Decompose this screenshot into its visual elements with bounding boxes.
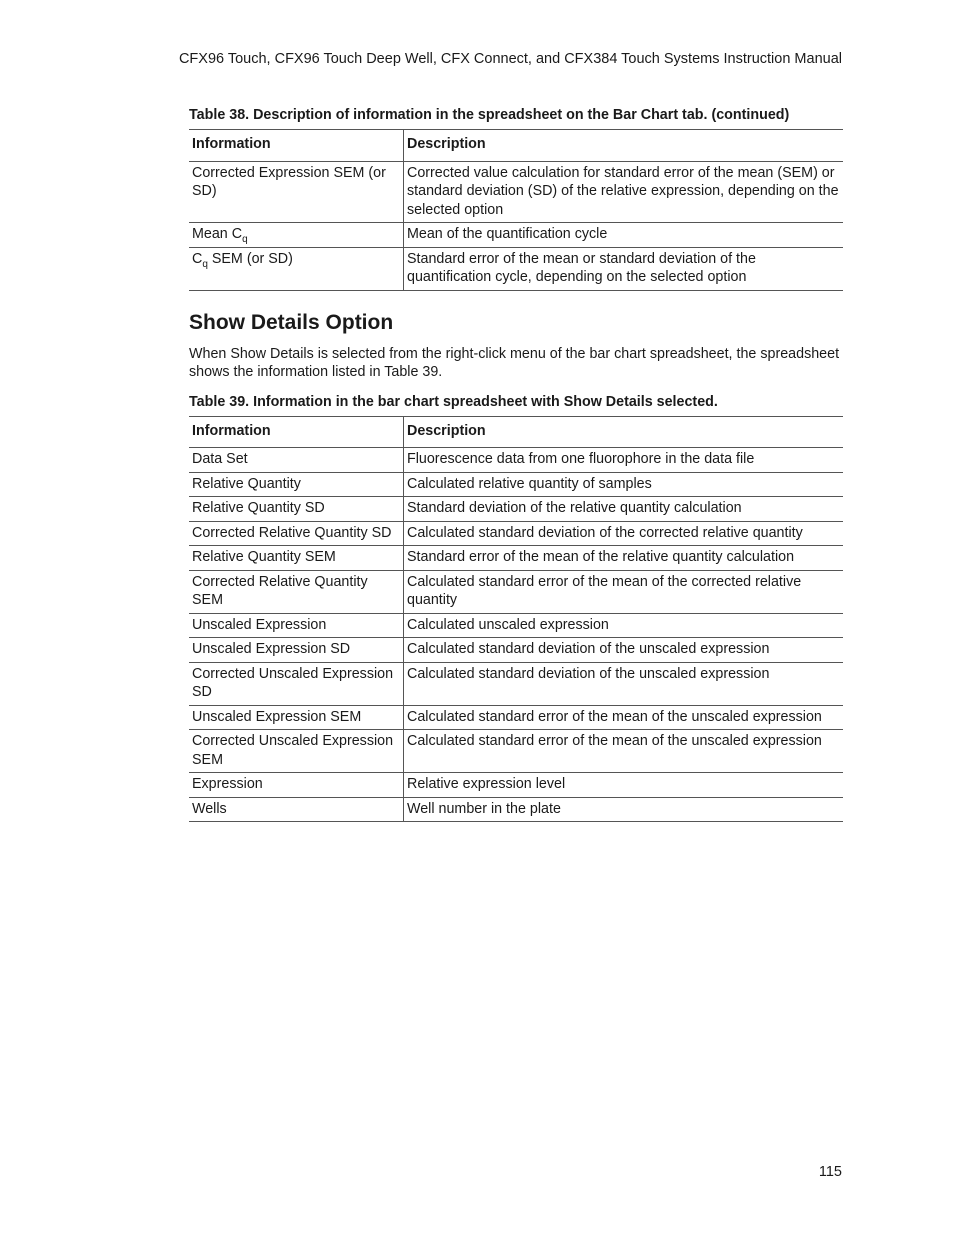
table39-cell-description: Calculated standard error of the mean of the corrected relative quantity (404, 570, 844, 613)
table39-cell-information: Unscaled Expression SD (189, 638, 404, 663)
info-subscript: q (242, 234, 248, 245)
table39-cell-description: Calculated standard deviation of the unscaled expression (404, 638, 844, 663)
table39-cell-information: Relative Quantity (189, 472, 404, 497)
table-row (189, 705, 843, 730)
table38-header-row (189, 130, 843, 162)
table-row (189, 448, 843, 473)
table38-cell-description: Mean of the quantification cycle (404, 223, 844, 248)
table39-cell-description: Standard error of the mean of the relative quantity calculation (404, 546, 844, 571)
table39-cell-information: Expression (189, 773, 404, 798)
table39-cell-description: Well number in the plate (404, 797, 844, 822)
table39-cell-description: Calculated standard deviation of the corrected relative quantity (404, 521, 844, 546)
table39-cell-information: Relative Quantity SD (189, 497, 404, 522)
table-row (189, 472, 843, 497)
table39-cell-information: Wells (189, 797, 404, 822)
info-text: Mean C (192, 226, 243, 242)
table-row (189, 497, 843, 522)
page-content (189, 107, 843, 822)
table39-cell-description: Calculated standard deviation of the unscaled expression (404, 662, 844, 705)
table39-cell-information: Corrected Relative Quantity SEM (189, 570, 404, 613)
info-text-suffix: SEM (or SD) (207, 250, 293, 267)
table-row (189, 223, 843, 248)
running-header: CFX96 Touch, CFX96 Touch Deep Well, CFX Connect, and CFX384 Touch Systems Instruction Manual (178, 51, 842, 67)
table-row (189, 570, 843, 613)
table39-cell-description: Calculated standard error of the mean of the unscaled expression (404, 730, 844, 773)
table39-cell-description: Relative expression level (404, 773, 844, 798)
table38-cell-information (189, 223, 404, 248)
table38-caption: Table 38. Description of information in the spreadsheet on the Bar Chart tab. (continued) (189, 107, 790, 123)
table39-cell-information: Corrected Unscaled Expression SD (189, 662, 404, 705)
table38 (189, 129, 843, 291)
section-heading: Show Details Option (189, 310, 394, 334)
table39 (189, 416, 843, 823)
table39-cell-description: Calculated relative quantity of samples (404, 472, 844, 497)
table39-header-information: Information (189, 416, 404, 448)
table-row (189, 546, 843, 571)
table39-header-row (189, 416, 843, 448)
table39-caption: Table 39. Information in the bar chart spreadsheet with Show Details selected. (189, 393, 718, 410)
table-row (189, 247, 843, 290)
info-subscript: q (202, 258, 208, 270)
table39-cell-description: Calculated unscaled expression (404, 613, 844, 638)
table-row (189, 638, 843, 663)
table39-cell-information: Data Set (189, 448, 404, 473)
table38-cell-description: Corrected value calculation for standard error of the mean (SEM) or standard deviation (SD) of the relative expression, depending on the selected option (404, 161, 844, 223)
table39-cell-information: Relative Quantity SEM (189, 546, 404, 571)
table39-cell-information: Corrected Unscaled Expression SEM (189, 730, 404, 773)
table-row (189, 773, 843, 798)
table39-cell-description: Fluorescence data from one fluorophore in the data file (404, 448, 844, 473)
table38-cell-information (189, 247, 404, 290)
table-row (189, 521, 843, 546)
table-row (189, 613, 843, 638)
table38-cell-information: Corrected Expression SEM (or SD) (189, 161, 404, 223)
table-row (189, 730, 843, 773)
page-number: 115 (818, 1164, 842, 1180)
table39-cell-information: Corrected Relative Quantity SD (189, 521, 404, 546)
table-row (189, 662, 843, 705)
table38-header-information: Information (189, 130, 404, 162)
table38-header-description: Description (404, 130, 844, 162)
table39-header-description: Description (404, 416, 844, 448)
table38-cell-description: Standard error of the mean or standard deviation of the quantification cycle, depending on the selected option (404, 247, 844, 290)
info-text: C (192, 250, 203, 267)
section-paragraph: When Show Details is selected from the right-click menu of the bar chart spreadsheet, the spreadsheet shows the information listed in Table 39. (189, 345, 840, 380)
table-row (189, 797, 843, 822)
table-row (189, 161, 843, 223)
table39-cell-description: Standard deviation of the relative quantity calculation (404, 497, 844, 522)
table39-cell-information: Unscaled Expression SEM (189, 705, 404, 730)
table39-cell-description: Calculated standard error of the mean of the unscaled expression (404, 705, 844, 730)
table39-cell-information: Unscaled Expression (189, 613, 404, 638)
